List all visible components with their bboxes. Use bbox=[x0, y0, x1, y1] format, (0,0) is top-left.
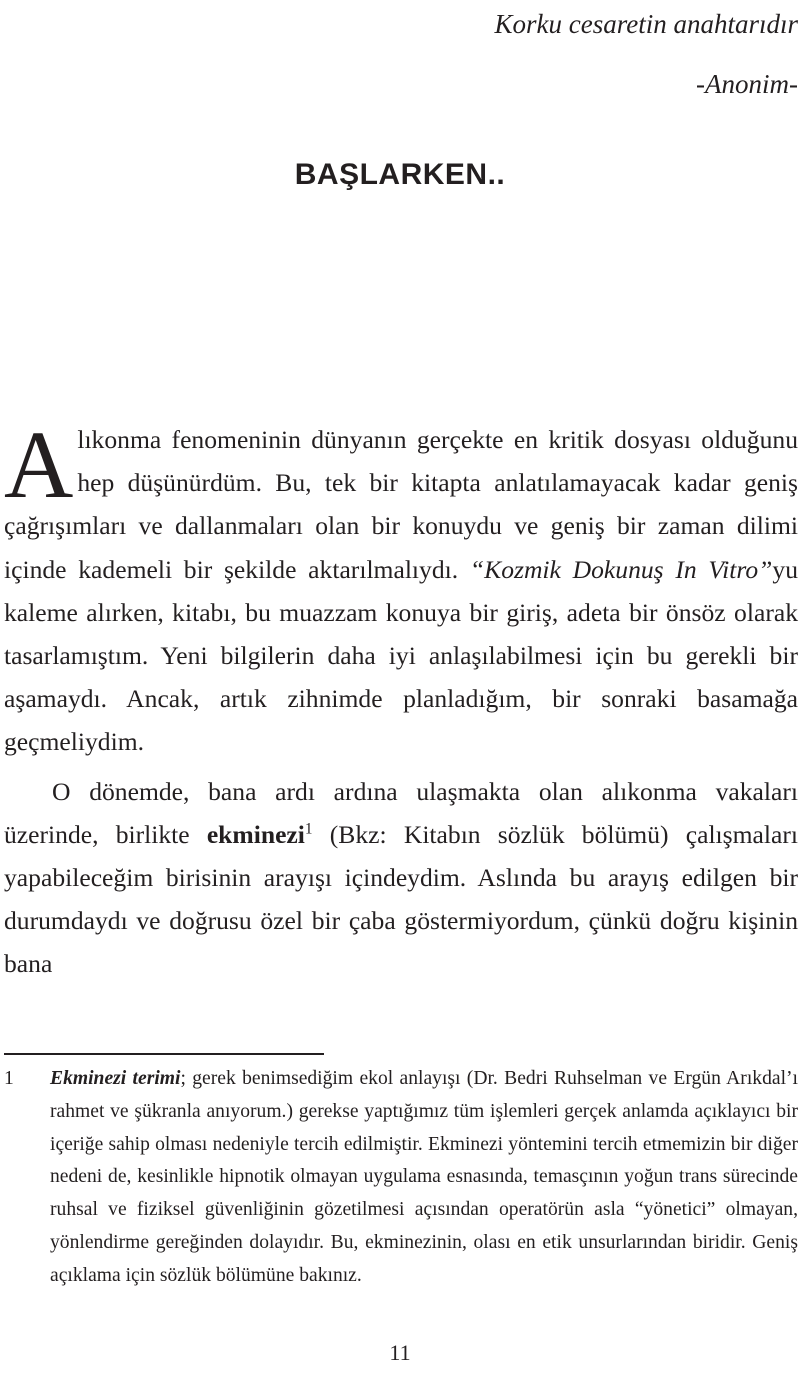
footnote-number: 1 bbox=[4, 1068, 14, 1089]
epigraph-quote: Korku cesaretin anahtarıdır bbox=[494, 9, 798, 39]
page-number: 11 bbox=[389, 1340, 411, 1365]
footnote-divider bbox=[4, 1053, 324, 1055]
paragraph-2: O dönemde, bana ardı ardına ulaşmakta olan alıkonma vakaları üzerinde, birlikte ekminezi$^1$ (Bkz: Kitabın sözlük bölümü) çalışmaları yapabileceğim birisinin arayışı içindeydim. Aslında bu arayış edilgen bir durumdaydı ve doğrusu özel bir çaba göstermiyordum, çünkü doğru kişinin bana bbox=[4, 776, 799, 979]
paragraph-1: Alıkonma fenomeninin dünyanın gerçekte en kritik dosyası olduğunu hep düşünürdüm. Bu, tek bir kitapta anlatılamayacak kadar geniş çağrışımları ve dallanmaları olan bir konuydu ve geniş bir zaman dilimi içinde kademeli bir şekilde aktarılmalıydı. “Kozmik Dokunuş In Vitro”yu kaleme alırken, kitabı, bu muazzam konuya bir giriş, adeta bir önsöz olarak tasarlamıştım. Yeni bilgilerin daha iyi anlaşılabilmesi için bu gerekli bir aşamaydı. Ancak, artık zihnimde planladığım, bir sonraki basamağa geçmeliydim. bbox=[4, 411, 798, 757]
footnote bbox=[4, 1063, 798, 1293]
term-ekminezi: ekminezi bbox=[206, 819, 305, 849]
epigraph-attribution: -Anonim- bbox=[696, 69, 798, 99]
drop-cap: A bbox=[4, 411, 74, 518]
book-title: “Kozmik Dokunuş In Vitro” bbox=[469, 554, 773, 584]
footnote-ref[interactable]: 1 bbox=[304, 820, 313, 838]
chapter-heading: BAŞLARKEN.. bbox=[294, 158, 506, 191]
footnote-text: Ekminezi terimi; gerek benimsediğim ekol anlayışı (Dr. Bedri Ruhselman ve Ergün Arıkdal’ı rahmet ve şükranla anıyorum.) gerekse yaptığımız tüm işlemleri gerçek anlamda açıklayıcı bir içeriğe sahip olması nedeniyle tercih edilmiştir. Ekminezi yöntemini tercih etmemizin bir diğer nedeni de, kesinlikle hipnotik olmayan uygulama esnasında, temasçının yoğun trans sürecinde ruhsal ve fiziksel güvenliğinin gözetilmesi açısından operatörün asla “yönetici” olmayan, yönlendirme gereğinden dolayıdır. Bu, ekminezinin, olası en etik unsurlarından biridir. Geniş açıklama için sözlük bölümüne bakınız. bbox=[50, 1068, 798, 1286]
body-text bbox=[4, 411, 799, 986]
epigraph bbox=[495, 0, 799, 108]
